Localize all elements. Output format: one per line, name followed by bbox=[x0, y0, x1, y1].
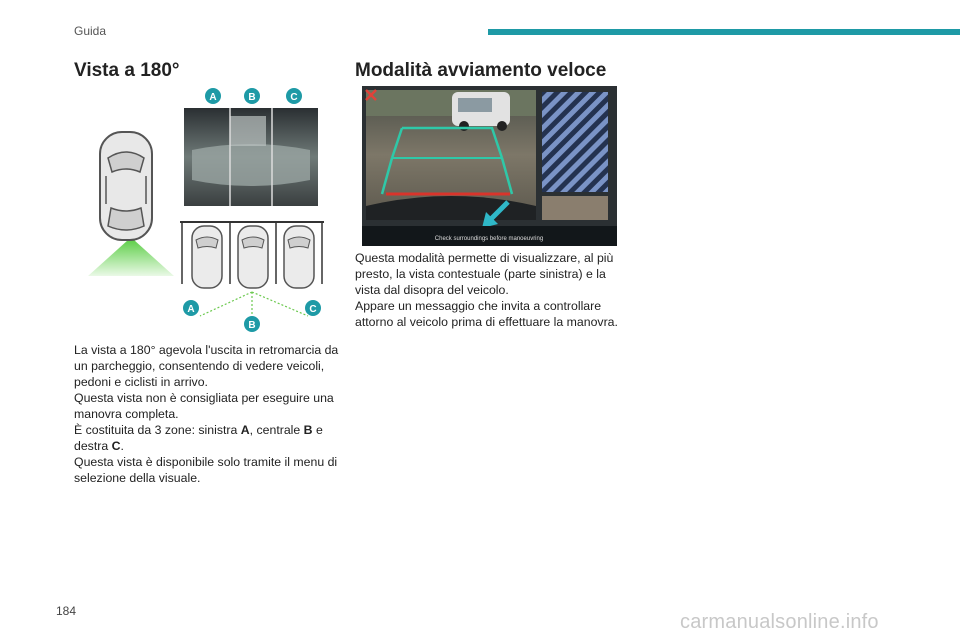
paragraph: Questa vista è disponibile solo tramite il menu di selezione della visuale. bbox=[74, 455, 338, 485]
text-quick-start bbox=[355, 250, 623, 330]
zone-label-a-bottom bbox=[183, 300, 199, 316]
figure-quick-start-screen bbox=[362, 86, 617, 246]
section-title-quick-start: Modalità avviamento veloce bbox=[355, 60, 607, 81]
watermark: carmanualsonline.info bbox=[680, 611, 879, 633]
zone-label-a-top bbox=[205, 88, 221, 104]
paragraph: Appare un messaggio che invita a controllare attorno al veicolo prima di effettuare la manovra. bbox=[355, 299, 618, 329]
rear-camera-view bbox=[366, 90, 536, 220]
zone-label-c-bottom bbox=[305, 300, 321, 316]
paragraph: Questa vista non è consigliata per eseguire una manovra completa. bbox=[74, 391, 334, 421]
camera-beam bbox=[88, 240, 174, 276]
zone-label-b-top bbox=[244, 88, 260, 104]
zone-label-b-bottom bbox=[244, 316, 260, 332]
screen-message: Check surroundings before manoeuvring bbox=[434, 236, 544, 242]
svg-text:C: C bbox=[290, 92, 298, 103]
section-label: Guida bbox=[74, 24, 107, 38]
camera-view-image bbox=[184, 108, 318, 206]
parking-lot-illustration bbox=[180, 222, 324, 288]
figure-180-view bbox=[80, 80, 342, 336]
paragraph: La vista a 180° agevola l'uscita in retromarcia da un parcheggio, consentendo di vedere veicoli, pedoni e ciclisti in arrivo. bbox=[74, 343, 339, 389]
zone-label-c-top bbox=[286, 88, 302, 104]
svg-text:B: B bbox=[248, 320, 256, 331]
view-angle-lines bbox=[200, 292, 308, 318]
car-top-view-icon bbox=[100, 132, 152, 240]
svg-text:B: B bbox=[248, 92, 256, 103]
svg-text:C: C bbox=[309, 304, 317, 315]
section-title-180-view: Vista a 180° bbox=[74, 60, 180, 81]
text-180-view bbox=[74, 342, 342, 486]
paragraph: Questa modalità permette di visualizzare, al più presto, la vista contestuale (parte sinistra) e la vista dal disopra del veicolo. bbox=[355, 251, 614, 297]
svg-text:A: A bbox=[209, 92, 217, 103]
paragraph-zones: È costituita da 3 zone: sinistra A, centrale B e destra C. bbox=[74, 423, 323, 453]
page-number: 184 bbox=[56, 604, 77, 618]
svg-text:A: A bbox=[187, 304, 195, 315]
top-view-panel bbox=[542, 92, 608, 220]
header-accent-bar bbox=[488, 29, 960, 35]
